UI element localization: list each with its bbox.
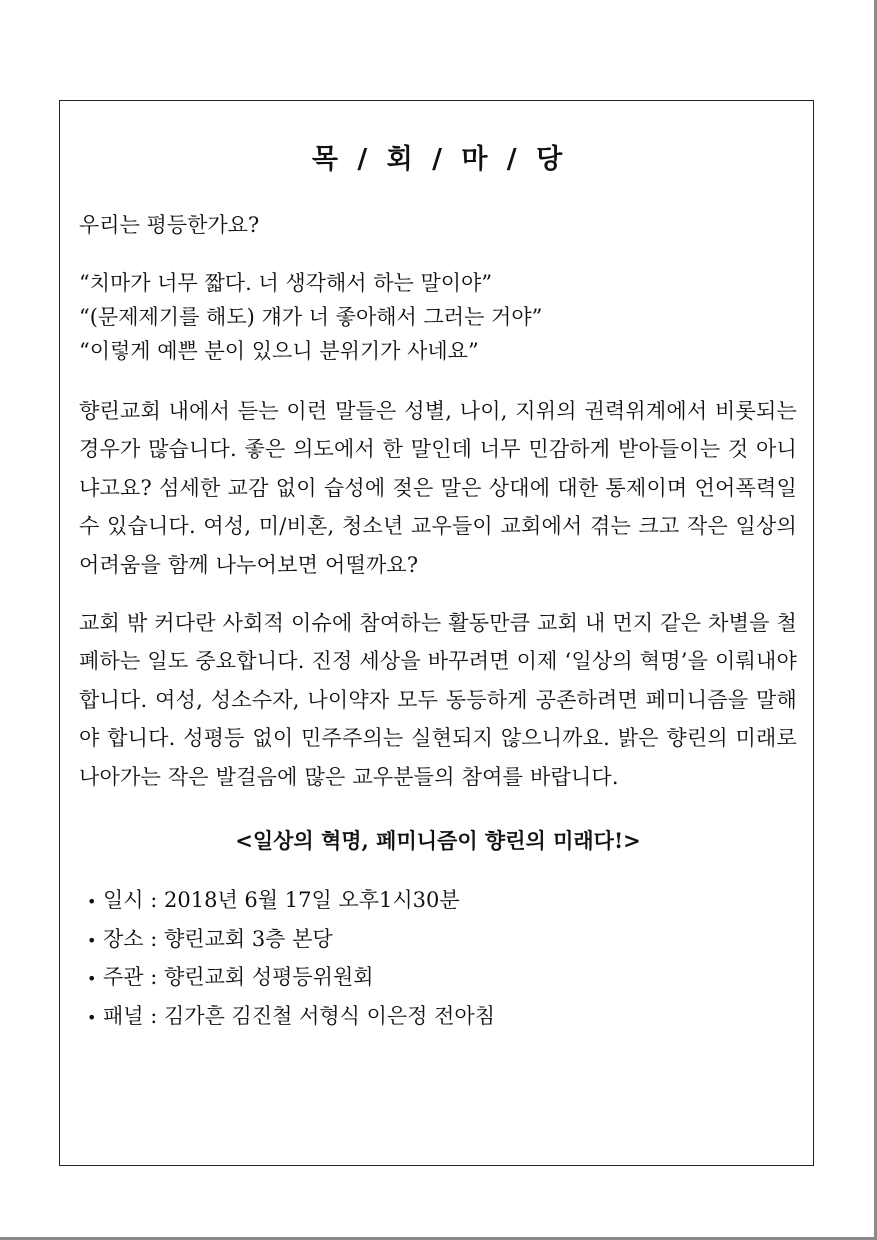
opening-question: 우리는 평등한가요?: [79, 213, 260, 237]
quote-item: “이렇게 예쁜 분이 있으니 분위기가 사네요”: [79, 339, 479, 363]
detail-text: 주관 : 향린교회 성평등위원회: [103, 965, 374, 990]
detail-text: 장소 : 향린교회 3층 본당: [103, 926, 333, 951]
quote-item: “(문제제기를 해도) 걔가 너 좋아해서 그러는 거야”: [79, 305, 543, 329]
event-detail-date: [79, 882, 797, 921]
detail-text: 일시 : 2018년 6월 17일 오후1시30분: [103, 888, 460, 913]
event-detail-location: [79, 921, 797, 960]
quote-list: [79, 266, 797, 368]
event-detail-host: [79, 959, 797, 998]
detail-text: 패널 : 김가흔 김진철 서형식 이은정 전아침: [103, 1003, 495, 1028]
event-slogan: <일상의 혁명, 페미니즘이 향린의 미래다!>: [235, 828, 641, 854]
bullet-icon: •: [87, 1007, 97, 1027]
document-title: 목 / 회 / 마 / 당: [311, 144, 565, 175]
body-paragraph-2: 교회 밖 커다란 사회적 이슈에 참여하는 활동만큼 교회 내 먼지 같은 차별을 철폐하는 일도 중요합니다. 진정 세상을 바꾸려면 이제 ‘일상의 혁명’을 이뤄내야 합니다. 여성, 성소수자, 나이약자 모두 동등하게 공존하려면 페미니즘을 말해야 합니다. 성평등 없이 민주주의는 실현되지 않으니까요. 밝은 향린의 미래로 나아가는 작은 발걸음에 많은 교우분들의 참여를 바랍니다.: [79, 611, 797, 789]
body-paragraph-1: 향린교회 내에서 듣는 이런 말들은 성별, 나이, 지위의 권력위계에서 비롯되는 경우가 많습니다. 좋은 의도에서 한 말인데 너무 민감하게 받아들이는 것 아니냐고요? 섬세한 교감 없이 습성에 젖은 말은 상대에 대한 통제이며 언어폭력일 수 있습니다. 여성, 미/비혼, 청소년 교우들이 교회에서 겪는 크고 작은 일상의 어려움을 함께 나누어보면 어떨까요?: [79, 399, 797, 577]
bullet-icon: •: [87, 892, 97, 912]
bullet-icon: •: [87, 930, 97, 950]
bullet-icon: •: [87, 969, 97, 989]
document-content: [79, 140, 797, 1036]
event-details-list: [79, 882, 797, 1036]
quote-item: “치마가 너무 짧다. 너 생각해서 하는 말이야”: [79, 271, 493, 295]
event-detail-panel: [79, 998, 797, 1037]
